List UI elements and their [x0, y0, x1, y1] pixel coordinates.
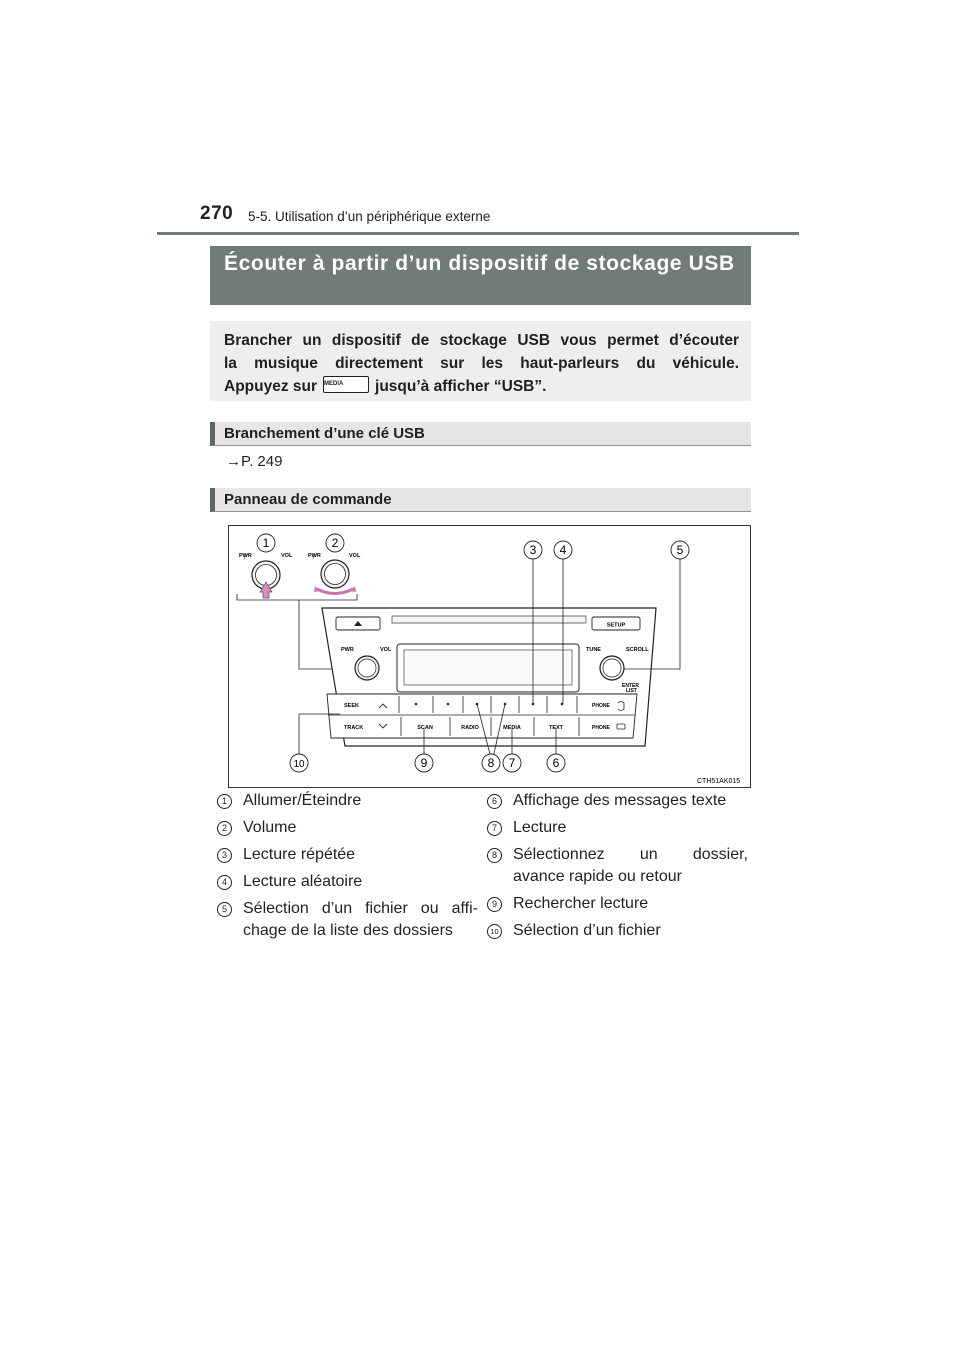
- media-key-icon: MEDIA: [323, 376, 369, 393]
- legend-number-10: 10: [487, 924, 502, 939]
- svg-text:5: 5: [676, 543, 684, 557]
- legend-item-1: [213, 790, 478, 812]
- legend-item-2: [213, 817, 478, 839]
- panel-pwr-label: PWR: [341, 647, 354, 653]
- callout-7: [503, 754, 521, 772]
- list-label: LIST: [626, 688, 637, 694]
- callout-3: [524, 541, 542, 559]
- svg-text:10: 10: [293, 759, 305, 770]
- callout-6: [547, 754, 565, 772]
- figure-code: CTH51AK015: [697, 778, 741, 785]
- callout-10: [290, 754, 308, 772]
- track-button-label: TRACK: [344, 725, 364, 731]
- legend-text-5-line-1: Sélection d’un fichier ou affi-: [243, 900, 478, 917]
- media-button-label: MEDIA: [503, 725, 521, 731]
- legend-left-column: [213, 790, 478, 947]
- intro-line-3-end: jusqu’à afficher “USB”.: [375, 378, 547, 395]
- legend-item-9: [483, 893, 748, 915]
- legend-item-6: [483, 790, 748, 812]
- display-screen: [404, 650, 572, 685]
- callout-4: [554, 541, 572, 559]
- svg-text:7: 7: [508, 756, 516, 770]
- legend-text-2: Volume: [243, 819, 297, 836]
- legend-number-8: 8: [487, 848, 502, 863]
- callout-9: [415, 754, 433, 772]
- legend-text-9: Rechercher lecture: [513, 895, 649, 912]
- detail-vol-label-2: VOL: [349, 553, 361, 559]
- legend-text-1: Allumer/Éteindre: [243, 792, 362, 809]
- svg-text:2: 2: [331, 536, 339, 550]
- seek-button-label: SEEK: [344, 703, 359, 709]
- legend-item-4: [213, 871, 478, 893]
- legend-number-4: 4: [217, 875, 232, 890]
- intro-line-3: [224, 375, 739, 398]
- section-title-banner: Écouter à partir d’un dispositif de stockage USB: [210, 246, 751, 305]
- scan-button-label: SCAN: [417, 725, 433, 731]
- volume-knob-detail: [314, 560, 356, 594]
- header-rule: [157, 232, 799, 235]
- power-knob-detail: [252, 561, 280, 598]
- page-reference: →P. 249: [226, 453, 283, 470]
- usb-connection-heading: Branchement d’une clé USB: [210, 422, 751, 446]
- scroll-label: SCROLL: [626, 647, 649, 653]
- callout-1: [257, 534, 275, 552]
- legend-number-9: 9: [487, 897, 502, 912]
- svg-text:3: 3: [529, 543, 537, 557]
- cd-slot: [392, 616, 586, 623]
- intro-line-2: la musique directement sur les haut-parleurs du véhicule.: [224, 355, 739, 372]
- control-panel-figure: [228, 525, 751, 788]
- svg-text:4: 4: [559, 543, 567, 557]
- phone-button-label-1: PHONE: [592, 703, 610, 709]
- intro-line-3-start: Appuyez sur: [224, 378, 318, 395]
- legend-item-8: [483, 844, 748, 888]
- chapter-title: 5-5. Utilisation d’un périphérique externe: [248, 209, 491, 224]
- legend-item-10: [483, 920, 748, 942]
- intro-line-1: Brancher un dispositif de stockage USB vous permet d’écouter: [224, 332, 739, 349]
- svg-text:6: 6: [552, 756, 560, 770]
- tune-label: TUNE: [586, 647, 601, 653]
- detail-vol-label-1: VOL: [281, 553, 293, 559]
- page-number: 270: [200, 203, 234, 224]
- callout-5: [671, 541, 689, 559]
- legend-number-3: 3: [217, 848, 232, 863]
- audio-panel-illustration: [229, 526, 752, 789]
- legend-text-4: Lecture aléatoire: [243, 873, 363, 890]
- legend-right-column: [483, 790, 748, 947]
- phone-button-label-2: PHONE: [592, 725, 610, 731]
- svg-text:8: 8: [487, 756, 495, 770]
- legend-text-8-line-2: avance rapide ou retour: [513, 868, 682, 885]
- setup-button-label: SETUP: [606, 622, 626, 629]
- callout-2: [326, 534, 344, 552]
- enter-label: ENTER: [622, 683, 639, 689]
- callout-8: [482, 754, 500, 772]
- control-panel-heading: Panneau de commande: [210, 488, 751, 512]
- legend-text-3: Lecture répétée: [243, 846, 356, 863]
- detail-pwr-label-1: PWR: [239, 553, 252, 559]
- radio-button-label: RADIO: [461, 725, 479, 731]
- legend-text-6: Affichage des messages texte: [513, 792, 727, 809]
- svg-text:1: 1: [262, 536, 270, 550]
- panel-vol-label: VOL: [380, 647, 392, 653]
- legend-text-5-line-2: chage de la liste des dossiers: [243, 922, 453, 939]
- svg-text:9: 9: [420, 756, 428, 770]
- legend-text-10: Sélection d’un fichier: [513, 922, 661, 939]
- detail-pwr-label-2: PWR: [308, 553, 321, 559]
- legend-item-5: [213, 898, 478, 942]
- legend-text-7: Lecture: [513, 819, 567, 836]
- legend-text-8-line-1: Sélectionnez un dossier,: [513, 846, 748, 863]
- legend-item-7: [483, 817, 748, 839]
- legend-item-3: [213, 844, 478, 866]
- legend-number-2: 2: [217, 821, 232, 836]
- intro-box: [210, 321, 751, 401]
- text-button-label: TEXT: [548, 725, 564, 731]
- legend-number-5: 5: [217, 902, 232, 917]
- legend-number-7: 7: [487, 821, 502, 836]
- legend-number-6: 6: [487, 794, 502, 809]
- legend-number-1: 1: [217, 794, 232, 809]
